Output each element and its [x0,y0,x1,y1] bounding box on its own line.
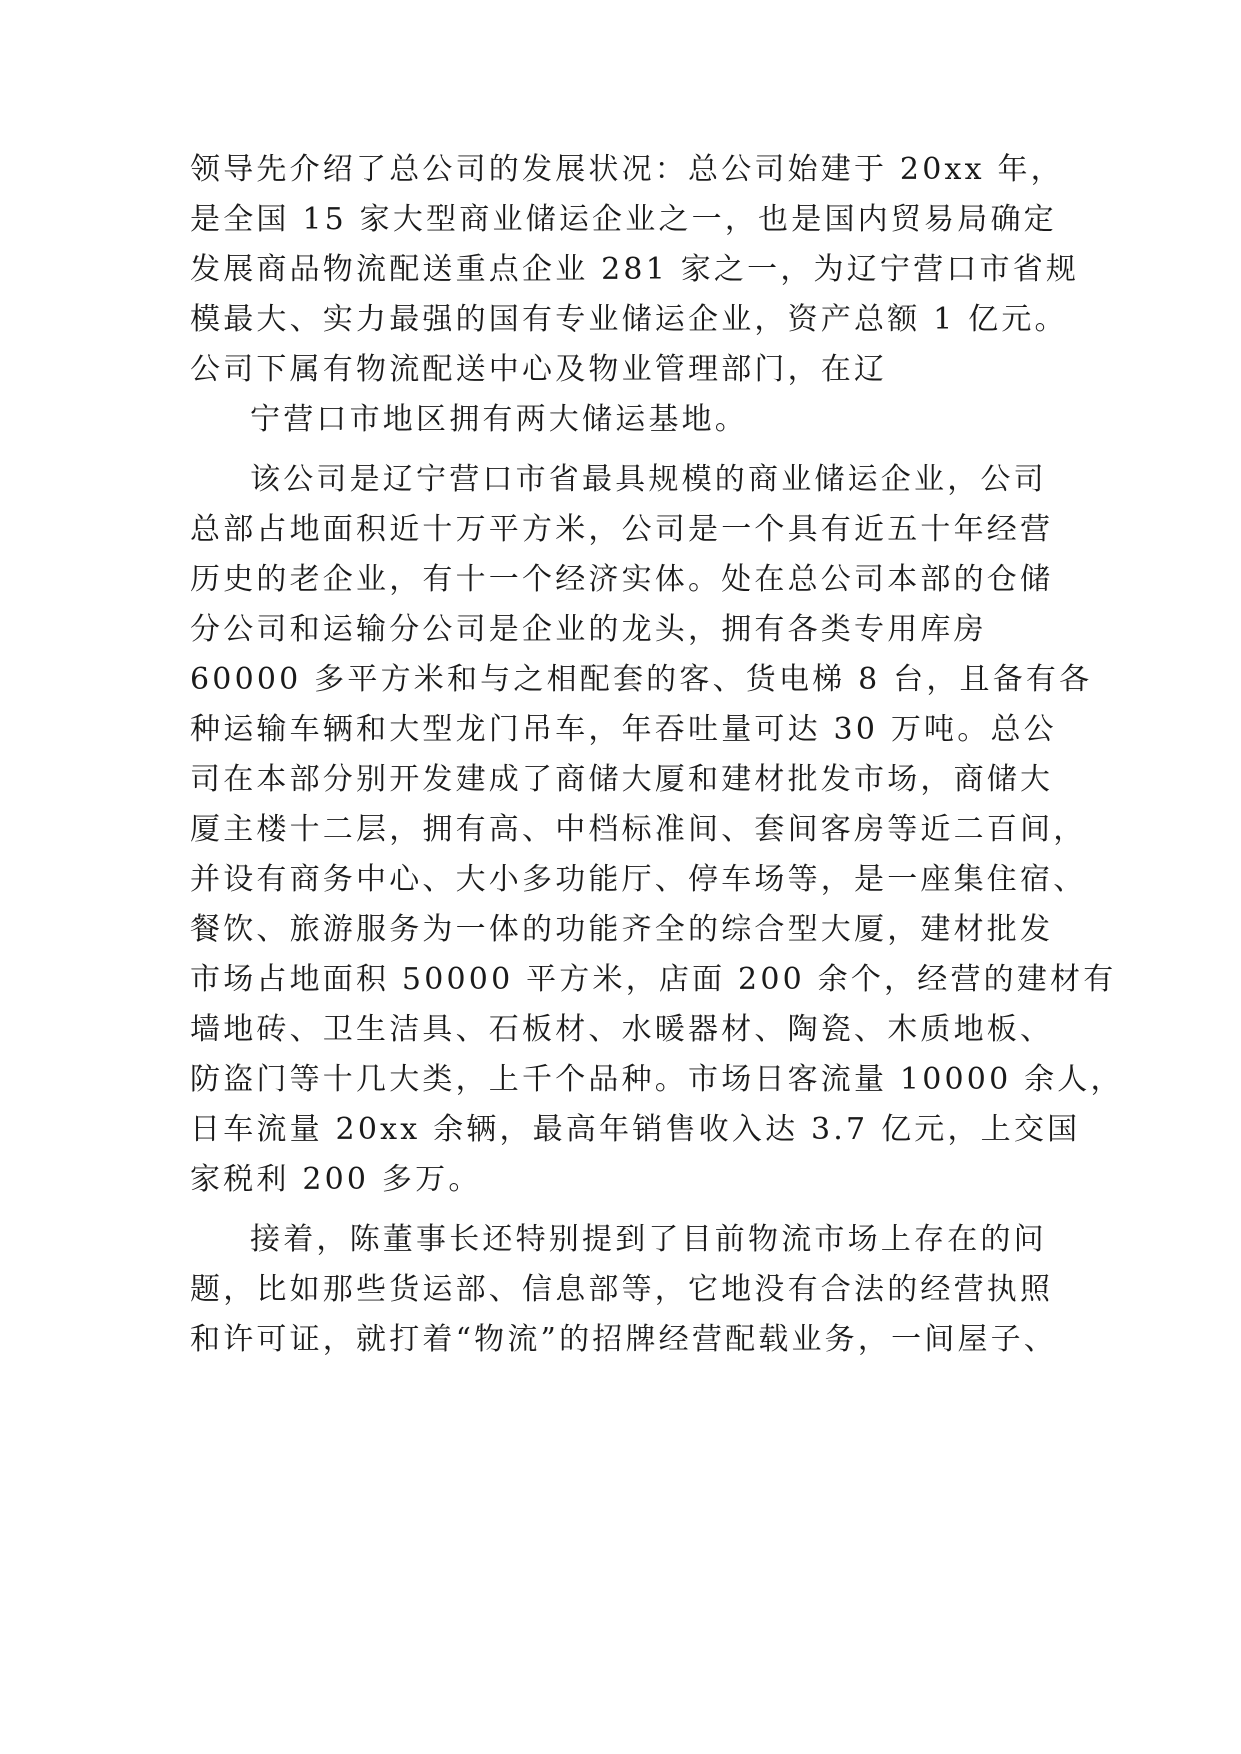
text-line: 发展商品物流配送重点企业 281 家之一，为辽宁营口市省规 [190,252,1080,287]
text-line: 墙地砖、卫生洁具、石板材、水暖器材、陶瓷、木质地板、 [190,1012,1054,1047]
text-line: 公司下属有物流配送中心及物业管理部门，在辽 [190,352,888,387]
text-line: 种运输车辆和大型龙门吊车，年吞吐量可达 30 万吨。总公 [190,712,1057,747]
text-line: 餐饮、旅游服务为一体的功能齐全的综合型大厦，建材批发 [190,912,1054,947]
text-line: 该公司是辽宁营口市省最具规模的商业储运企业，公司 [250,462,1047,497]
text-line: 宁营口市地区拥有两大储运基地。 [250,402,748,437]
text-line: 总部占地面积近十万平方米，公司是一个具有近五十年经营 [190,512,1054,547]
text-line: 历史的老企业，有十一个经济实体。处在总公司本部的仓储 [190,562,1054,597]
text-line: 厦主楼十二层，拥有高、中档标准间、套间客房等近二百间， [190,812,1087,847]
text-line: 是全国 15 家大型商业储运企业之一，也是国内贸易局确定 [190,202,1057,237]
text-line: 60000 多平方米和与之相配套的客、货电梯 8 台，且备有各 [190,662,1093,697]
text-line: 日车流量 20xx 余辆，最高年销售收入达 3.7 亿元，上交国 [190,1112,1081,1147]
text-line: 防盗门等十几大类，上千个品种。市场日客流量 10000 余人， [190,1062,1124,1097]
text-line: 接着，陈董事长还特别提到了目前物流市场上存在的问 [250,1222,1047,1257]
text-line: 并设有商务中心、大小多功能厅、停车场等，是一座集住宿、 [190,862,1087,897]
text-line: 领导先介绍了总公司的发展状况：总公司始建于 20xx 年， [190,152,1064,187]
text-line: 司在本部分别开发建成了商储大厦和建材批发市场，商储大 [190,762,1054,797]
text-line: 分公司和运输分公司是企业的龙头，拥有各类专用库房 [190,612,987,647]
text-line: 家税利 200 多万。 [190,1162,482,1197]
text-line: 和许可证，就打着“物流”的招牌经营配载业务，一间屋子、 [190,1322,1058,1357]
text-line: 市场占地面积 50000 平方米，店面 200 余个，经营的建材有 [190,962,1117,997]
text-line: 模最大、实力最强的国有专业储运企业，资产总额 1 亿元。 [190,302,1068,337]
text-line: 题，比如那些货运部、信息部等，它地没有合法的经营执照 [190,1272,1054,1307]
